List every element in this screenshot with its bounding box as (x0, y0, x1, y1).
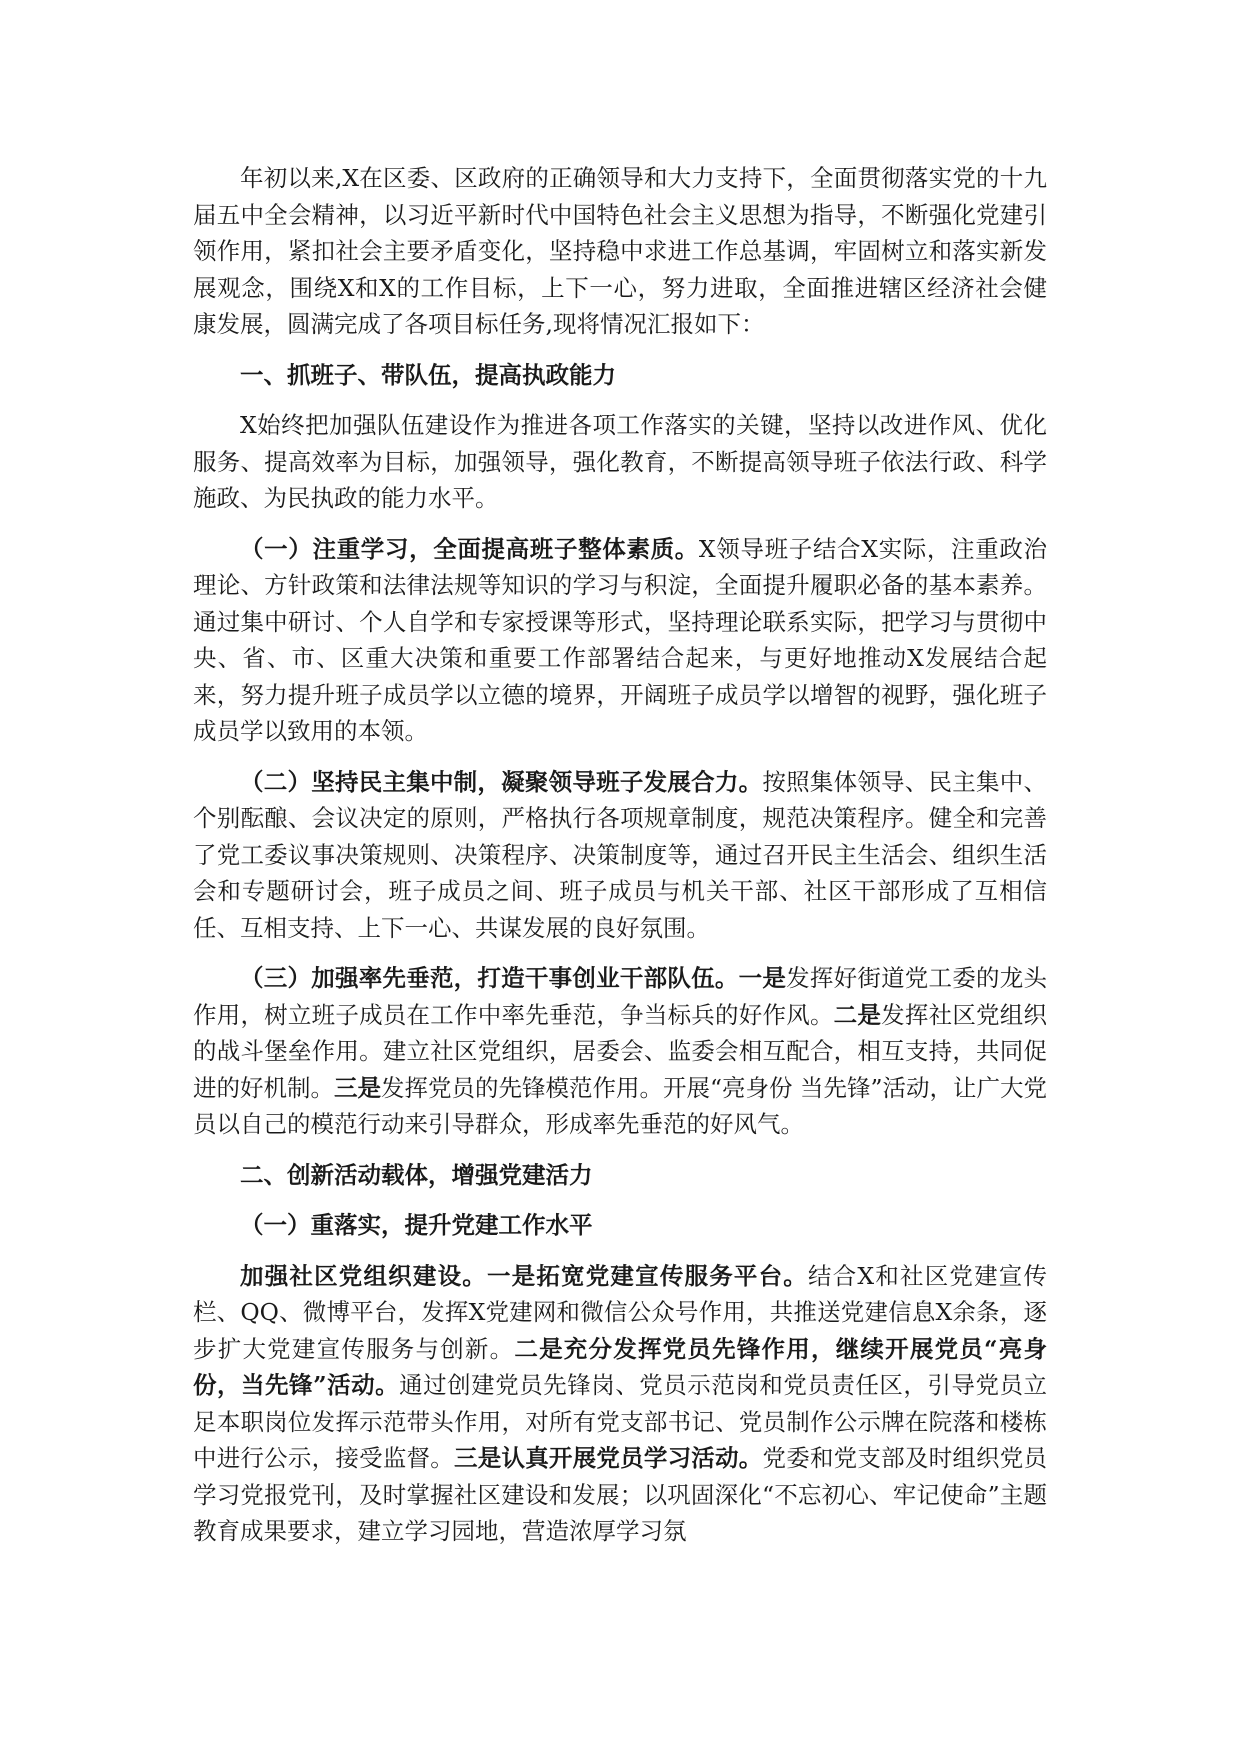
body-paragraph (193, 407, 1047, 517)
bold-text-run: 三是认真开展党员学习活动。 (454, 1444, 763, 1472)
text-run: 年初以来,X在区委、区政府的正确领导和大力支持下，全面贯彻落实党的十九届五中全会精神，以习近平新时代中国特色社会主义思想为指导，不断强化党建引领作用，紧扣社会主要矛盾变化，坚持稳中求进工作总基调，牢固树立和落实新发展观念，围绕X和X的工作目标，上下一心，努力进取，全面推进辖区经济社会健康发展，圆满完成了各项目标任务,现将情况汇报如下： (193, 164, 1047, 338)
bold-text-run: 二是 (833, 1000, 882, 1029)
text-run: 党委和党支部及时组织党员学习党报党刊，及时掌握社区建设和发展；以巩固深化“不忘初心、牢记使命”主题教育成果要求，建立学习园地，营造浓厚学习氛 (193, 1444, 1048, 1545)
text-run: X始终把加强队伍建设作为推进各项工作落实的关键，坚持以改进作风、优化服务、提高效率为目标，加强领导，强化教育，不断提高领导班子依法行政、科学施政、为民执政的能力水平。 (193, 411, 1047, 512)
bold-text-run: （三）加强率先垂范，打造干事创业干部队伍。 (240, 964, 739, 992)
bold-text-run: 加强社区党组织建设。一是拓宽党建宣传服务平台。 (240, 1261, 809, 1290)
bold-text-run: （二）坚持民主集中制，凝聚领导班子发展合力。 (240, 767, 763, 796)
body-paragraph (193, 1258, 1047, 1550)
section-heading (193, 1207, 1047, 1244)
text-run: 发挥好街道党工委的龙头作用，树立班子成员在工作中率先垂范，争当标兵的好作风。 (193, 964, 1048, 1029)
text-run: 发挥党员的先锋模范作用。开展“亮身份 当先锋”活动，让广大党员以自己的模范行动来引导群众，形成率先垂范的好风气。 (193, 1073, 1047, 1138)
text-run: X领导班子结合X实际，注重政治理论、方针政策和法律法规等知识的学习与积淀，全面提升履职必备的基本素养。通过集中研讨、个人自学和专家授课等形式，坚持理论联系实际，把学习与贯彻中央、省、市、区重大决策和重要工作部署结合起来，与更好地推动X发展结合起来，努力提升班子成员学以立德的境界，开阔班子成员学以增智的视野，强化班子成员学以致用的本领。 (193, 534, 1048, 745)
bold-text-run: 二是充分发挥党员先锋作用，继续开展党员“亮身份，当先锋”活动。 (193, 1334, 1047, 1399)
body-paragraph (193, 960, 1047, 1143)
bold-text-run: （一）重落实，提升党建工作水平 (240, 1211, 593, 1239)
body-paragraph (193, 764, 1047, 947)
bold-text-run: 一是 (738, 964, 787, 992)
bold-text-run: 三是 (334, 1073, 381, 1102)
text-run: 通过创建党员先锋岗、党员示范岗和党员责任区，引导党员立足本职岗位发挥示范带头作用，对所有党支部书记、党员制作公示牌在院落和楼栋中进行公示，接受监督。 (193, 1371, 1047, 1472)
section-heading (193, 357, 1047, 394)
bold-text-run: 一、抓班子、带队伍，提高执政能力 (240, 360, 616, 389)
body-paragraph (193, 531, 1047, 750)
bold-text-run: 二、创新活动载体，增强党建活力 (240, 1160, 593, 1189)
bold-text-run: （一）注重学习，全面提高班子整体素质。 (240, 534, 699, 563)
section-heading (193, 1157, 1047, 1194)
document-body (193, 160, 1047, 1564)
text-run: 结合X和社区党建宣传栏、QQ、微博平台，发挥X党建网和微信公众号作用，共推送党建信息X余条，逐步扩大党建宣传服务与创新。 (193, 1261, 1048, 1363)
body-paragraph (193, 160, 1047, 343)
text-run: 按照集体领导、民主集中、个别酝酿、会议决定的原则，严格执行各项规章制度，规范决策程序。健全和完善了党工委议事决策规则、决策程序、决策制度等，通过召开民主生活会、组织生活会和专题研讨会，班子成员之间、班子成员与机关干部、社区干部形成了互相信任、互相支持、上下一心、共谋发展的良好氛围。 (193, 767, 1048, 942)
text-run: 发挥社区党组织的战斗堡垒作用。建立社区党组织，居委会、监委会相互配合，相互支持，共同促进的好机制。 (193, 1000, 1048, 1102)
